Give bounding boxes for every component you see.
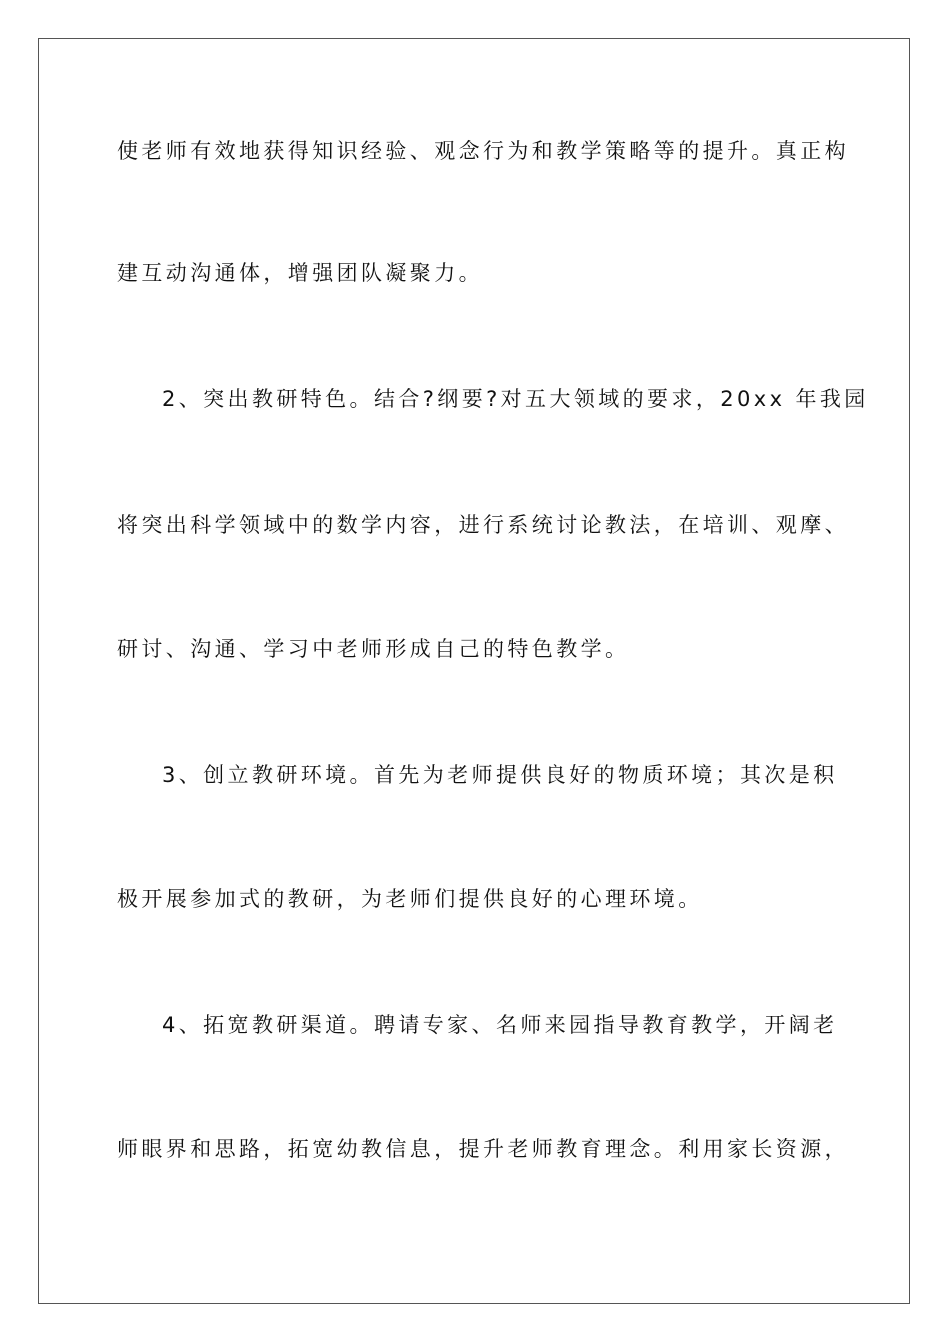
body-text-line: 师眼界和思路，拓宽幼教信息，提升老师教育理念。利用家长资源， <box>117 1137 849 1161</box>
paragraph-3-start: 3、创立教研环境。首先为老师提供良好的物质环境；其次是积 <box>162 763 838 787</box>
body-text-line: 极开展参加式的教研，为老师们提供良好的心理环境。 <box>117 887 703 911</box>
body-text-line: 研讨、沟通、学习中老师形成自己的特色教学。 <box>117 637 630 661</box>
body-text-line: 使老师有效地获得知识经验、观念行为和教学策略等的提升。真正构 <box>117 139 849 163</box>
body-text-line: 建互动沟通体，增强团队凝聚力。 <box>117 261 483 285</box>
page-border <box>38 38 910 1304</box>
paragraph-2-start: 2、突出教研特色。结合?纲要?对五大领域的要求，20xx 年我园 <box>162 387 869 411</box>
body-text-line: 将突出科学领域中的数学内容，进行系统讨论教法，在培训、观摩、 <box>117 513 849 537</box>
paragraph-4-start: 4、拓宽教研渠道。聘请专家、名师来园指导教育教学，开阔老 <box>162 1013 838 1037</box>
